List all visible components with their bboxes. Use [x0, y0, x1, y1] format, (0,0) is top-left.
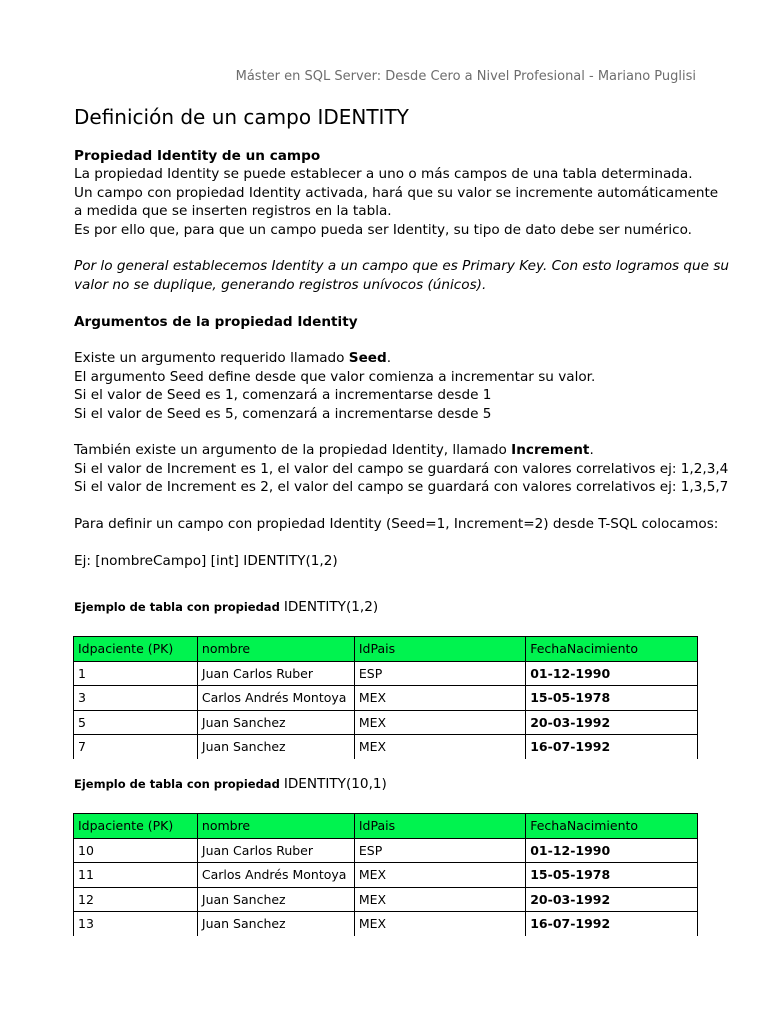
- table-cell: 16-07-1992: [526, 912, 698, 936]
- table-cell: 20-03-1992: [526, 887, 698, 912]
- table-cell: Juan Sanchez: [197, 912, 354, 936]
- table-row: [74, 735, 698, 759]
- column-header: IdPais: [354, 814, 525, 839]
- table-cell: 01-12-1990: [526, 838, 698, 863]
- table-cell: MEX: [354, 863, 525, 888]
- table-cell: Juan Carlos Ruber: [197, 838, 354, 863]
- code-example: Ej: [nombreCampo] [int] IDENTITY(1,2): [74, 552, 338, 569]
- column-header: Idpaciente (PK): [74, 637, 198, 662]
- table-cell: Juan Sanchez: [197, 735, 354, 759]
- table-cell: MEX: [354, 710, 525, 735]
- seed-intro-line: Existe un argumento requerido llamado Seed.: [74, 350, 392, 367]
- section-heading-arguments: Argumentos de la propiedad Identity: [74, 313, 358, 330]
- table-cell: 01-12-1990: [526, 661, 698, 686]
- identity-example-table-1: [73, 636, 698, 759]
- table-row: [74, 710, 698, 735]
- table-cell: 5: [74, 710, 198, 735]
- table-cell: 1: [74, 661, 198, 686]
- column-header: FechaNacimiento: [526, 814, 698, 839]
- table-row: [74, 912, 698, 936]
- column-header: nombre: [197, 637, 354, 662]
- document-body: [74, 147, 730, 570]
- table2-caption: Ejemplo de tabla con propiedad IDENTITY(10,1): [74, 776, 387, 792]
- table-cell: Juan Sanchez: [197, 710, 354, 735]
- table-cell: MEX: [354, 735, 525, 759]
- column-header: nombre: [197, 814, 354, 839]
- table-cell: MEX: [354, 912, 525, 936]
- paragraph-line: Si el valor de Seed es 5, comenzará a incrementarse desde 5: [74, 405, 492, 422]
- increment-keyword: Increment: [511, 442, 590, 459]
- table-cell: 13: [74, 912, 198, 936]
- table-cell: 15-05-1978: [526, 686, 698, 711]
- table-cell: 12: [74, 887, 198, 912]
- table-cell: Carlos Andrés Montoya: [197, 863, 354, 888]
- paragraph-line: Si el valor de Seed es 1, comenzará a incrementarse desde 1: [74, 387, 492, 404]
- column-header: Idpaciente (PK): [74, 814, 198, 839]
- table-cell: MEX: [354, 887, 525, 912]
- paragraph-line: La propiedad Identity se puede establecer a uno o más campos de una tabla determinada.: [74, 166, 693, 183]
- table-row: [74, 863, 698, 888]
- table-cell: Juan Carlos Ruber: [197, 661, 354, 686]
- table-cell: MEX: [354, 686, 525, 711]
- table-row: [74, 838, 698, 863]
- paragraph-line: Si el valor de Increment es 2, el valor del campo se guardará con valores correlativos ej: 1,3,5,7: [74, 479, 729, 496]
- paragraph-line: Es por ello que, para que un campo pueda ser Identity, su tipo de dato debe ser numérico.: [74, 221, 692, 238]
- table-cell: ESP: [354, 838, 525, 863]
- increment-intro-line: También existe un argumento de la propiedad Identity, llamado Increment.: [74, 442, 594, 459]
- identity-example-table-2: [73, 813, 698, 936]
- table-header-row: [74, 637, 698, 662]
- table-row: [74, 686, 698, 711]
- paragraph-line: El argumento Seed define desde que valor comienza a incrementar su valor.: [74, 368, 596, 385]
- table-cell: 11: [74, 863, 198, 888]
- table1-caption: Ejemplo de tabla con propiedad IDENTITY(1,2): [74, 599, 379, 615]
- paragraph-line: a medida que se inserten registros en la tabla.: [74, 203, 392, 220]
- column-header: IdPais: [354, 637, 525, 662]
- seed-keyword: Seed: [348, 350, 387, 367]
- paragraph-line: Un campo con propiedad Identity activada, hará que su valor se incremente automáticamente: [74, 184, 719, 201]
- section-heading-identity: Propiedad Identity de un campo: [74, 148, 321, 164]
- table-header-row: [74, 814, 698, 839]
- table-cell: Juan Sanchez: [197, 887, 354, 912]
- table-row: [74, 887, 698, 912]
- page-header: Máster en SQL Server: Desde Cero a Nivel Profesional - Mariano Puglisi: [235, 69, 696, 84]
- note-line: Por lo general establecemos Identity a un campo que es Primary Key. Con esto logramos que su: [74, 258, 730, 275]
- table-cell: 16-07-1992: [526, 735, 698, 759]
- table-cell: 3: [74, 686, 198, 711]
- table-cell: 7: [74, 735, 198, 759]
- table-row: [74, 661, 698, 686]
- table-cell: ESP: [354, 661, 525, 686]
- note-line: valor no se duplique, generando registros unívocos (únicos).: [74, 276, 487, 293]
- table-cell: 20-03-1992: [526, 710, 698, 735]
- table-cell: 10: [74, 838, 198, 863]
- paragraph-line: Si el valor de Increment es 1, el valor del campo se guardará con valores correlativos ej: 1,2,3,4: [74, 460, 729, 477]
- table-cell: 15-05-1978: [526, 863, 698, 888]
- table-cell: Carlos Andrés Montoya: [197, 686, 354, 711]
- paragraph-line: Para definir un campo con propiedad Identity (Seed=1, Increment=2) desde T-SQL colocamos:: [74, 516, 719, 533]
- column-header: FechaNacimiento: [526, 637, 698, 662]
- page-title: Definición de un campo IDENTITY: [74, 105, 409, 129]
